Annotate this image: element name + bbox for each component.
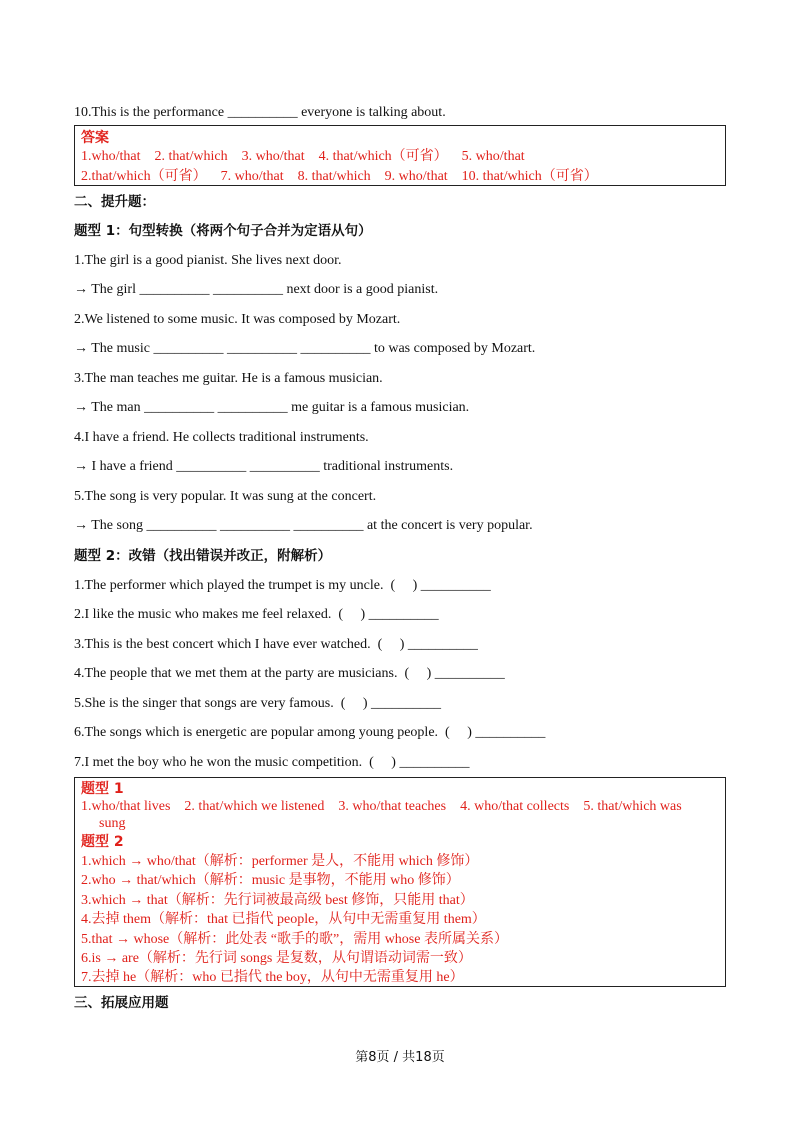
- type-2-item: 2.I like the music who makes me feel relaxed. ( ) __________: [74, 607, 439, 622]
- type-2-answer-line: 4.去掉 them（解析：that 已指代 people，从句中无需重复用 them）: [81, 912, 486, 927]
- type-2-answer-line: 3.which → that（解析：先行词被最高级 best 修饰，只能用 that）: [81, 893, 474, 908]
- type-2-answer-line: 5.that → whose（解析：此处表 “歌手的歌”，需用 whose 表所属关系）: [81, 932, 508, 947]
- type-2-item: 4.The people that we met them at the party are musicians. ( ) __________: [74, 666, 505, 681]
- type-1-item: → The girl __________ __________ next door is a good pianist.: [74, 282, 439, 297]
- type-2-item: 3.This is the best concert which I have ever watched. ( ) __________: [74, 637, 478, 652]
- type-2-item: 6.The songs which is energetic are popular among young people. ( ) __________: [74, 725, 546, 740]
- type-1-item: → The song __________ __________ __________ at the concert is very popular.: [74, 518, 533, 533]
- answer-box-1: [74, 125, 726, 186]
- type-2-answer-line: 7.去掉 he（解析：who 已指代 the boy，从句中无需重复用 he）: [81, 970, 464, 985]
- type-1-item: 5.The song is very popular. It was sung at the concert.: [74, 489, 377, 504]
- question-10: 10.This is the performance __________ everyone is talking about.: [74, 105, 446, 120]
- type-2-item: 7.I met the boy who he won the music competition. ( ) __________: [74, 755, 470, 770]
- type-1-item: → The music __________ __________ __________ to was composed by Mozart.: [74, 341, 536, 356]
- type-1-heading: 题型 1：句型转换（将两个句子合并为定语从句）: [74, 223, 372, 239]
- type-1-item: 4.I have a friend. He collects traditional instruments.: [74, 430, 369, 445]
- type-2-item: 1.The performer which played the trumpet is my uncle. ( ) __________: [74, 578, 491, 593]
- page-footer: 第8页 / 共18页: [355, 1050, 445, 1065]
- type-1-item: 2.We listened to some music. It was composed by Mozart.: [74, 312, 401, 327]
- type-2-answer-line: 1.which → who/that（解析：performer 是人，不能用 which 修饰）: [81, 854, 479, 869]
- type-1-item: → The man __________ __________ me guitar is a famous musician.: [74, 400, 470, 415]
- type-2-item: 5.She is the singer that songs are very famous. ( ) __________: [74, 696, 442, 711]
- type-2-heading: 题型 2：改错（找出错误并改正，附解析）: [74, 548, 332, 564]
- type-1-item: → I have a friend __________ __________ traditional instruments.: [74, 459, 454, 474]
- type-1-answer-title: 题型 1: [81, 781, 124, 797]
- type-1-item: 1.The girl is a good pianist. She lives next door.: [74, 253, 342, 268]
- type-2-answer-line: 2.who → that/which（解析：music 是事物，不能用 who 修饰）: [81, 873, 460, 888]
- type-2-answer-line: 6.is → are（解析：先行词 songs 是复数，从句谓语动词需一致）: [81, 951, 472, 966]
- answer-line-1: 1.who/that 2. that/which 3. who/that 4. that/which（可省） 5. who/that: [81, 149, 525, 164]
- answer-line-2: 2.that/which（可省） 7. who/that 8. that/which 9. who/that 10. that/which（可省）: [81, 169, 598, 184]
- type-1-answer-line: 1.who/that lives 2. that/which we listened 3. who/that teaches 4. who/that collects 5. that/which was: [81, 799, 682, 814]
- answer-box-2: [74, 777, 726, 987]
- answer-title: 答案: [81, 130, 109, 146]
- type-2-answer-title: 题型 2: [81, 834, 124, 850]
- section-3-heading: 三、拓展应用题: [74, 995, 169, 1011]
- type-1-item: 3.The man teaches me guitar. He is a famous musician.: [74, 371, 383, 386]
- type-1-answer-line: sung: [99, 816, 126, 831]
- section-2-heading: 二、提升题：: [74, 194, 155, 210]
